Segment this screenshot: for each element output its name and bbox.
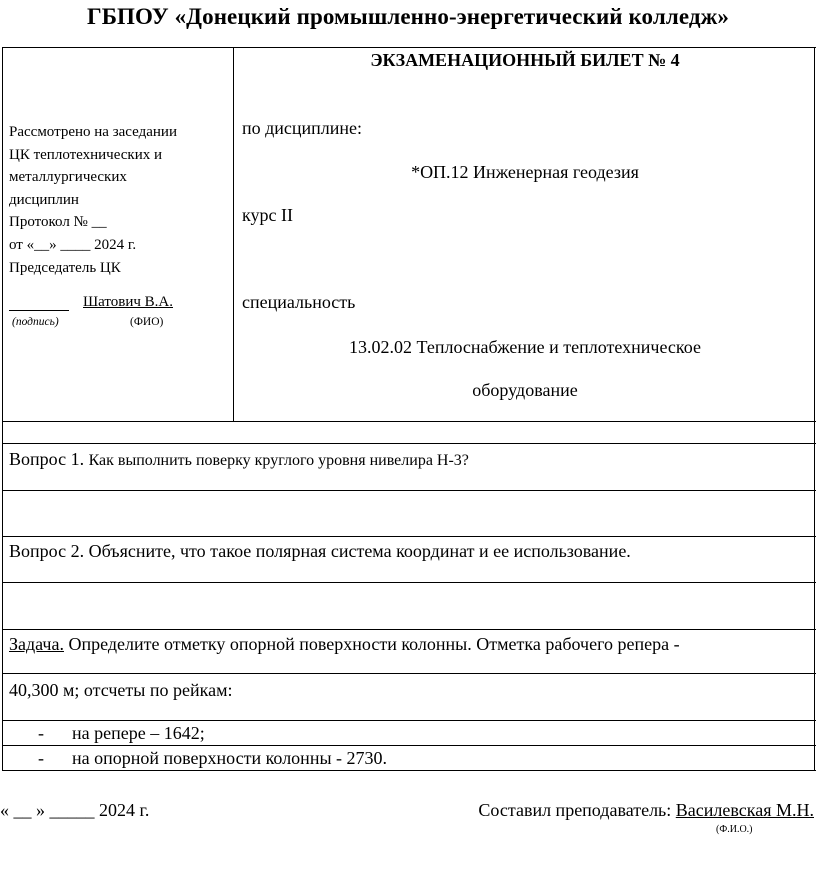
table-divider <box>2 582 816 583</box>
table-divider <box>2 536 816 537</box>
question-1-text: Как выполнить поверку круглого уровня нивелира Н-3? <box>88 452 469 469</box>
table-border-right <box>814 47 815 771</box>
reading-column-surface: на опорной поверхности колонны - 2730. <box>72 748 388 768</box>
chair-name: Шатович В.А. <box>83 294 173 310</box>
task-label: Задача. <box>9 634 64 654</box>
approval-line: металлургических <box>9 169 127 186</box>
specialty-label: специальность <box>242 292 356 312</box>
discipline-label: по дисциплине: <box>242 118 363 138</box>
table-column-divider <box>233 47 234 421</box>
question-1 <box>9 449 469 470</box>
question-2-label: Вопрос 2. <box>9 541 85 561</box>
fio-footer-caption: (Ф.И.О.) <box>716 824 753 835</box>
signature-line <box>9 294 69 311</box>
fio-caption: (ФИО) <box>130 316 164 328</box>
teacher-name: Василевская М.Н. <box>675 800 814 820</box>
table-divider <box>2 745 816 746</box>
task <box>9 634 680 655</box>
table-border-bottom <box>2 770 816 771</box>
task-text-2: 40,300 м; отсчеты по рейкам: <box>9 680 233 700</box>
specialty-line-2: оборудование <box>472 380 578 400</box>
approval-line: от «__» ____ 2024 г. <box>9 236 137 253</box>
approval-block <box>9 121 231 279</box>
compiled-label: Составил преподаватель: <box>478 800 672 820</box>
approval-line: дисциплин <box>9 191 79 208</box>
footer-date: « __ » _____ 2024 г. <box>0 800 150 820</box>
signature-row <box>9 294 173 311</box>
discipline-name: *ОП.12 Инженерная геодезия <box>411 162 639 182</box>
question-1-label: Вопрос 1. <box>9 449 85 469</box>
compiled-by <box>478 800 814 821</box>
approval-line: Протокол № __ <box>9 214 107 231</box>
question-2 <box>9 541 631 562</box>
question-2-text: Объясните, что такое полярная система координат и ее использование. <box>88 541 631 561</box>
task-text-1: Определите отметку опорной поверхности колонны. Отметка рабочего репера - <box>68 634 680 654</box>
table-border-top <box>2 47 816 48</box>
bullet-dash: - <box>38 748 44 768</box>
table-border-left <box>2 47 3 771</box>
table-divider <box>2 629 816 630</box>
table-divider <box>2 443 816 444</box>
specialty-line-1: 13.02.02 Теплоснабжение и теплотехническое <box>349 337 701 357</box>
reading-benchmark: на репере – 1642; <box>72 723 205 743</box>
table-divider <box>2 720 816 721</box>
approval-line: Председатель ЦК <box>9 259 121 276</box>
bullet-dash: - <box>38 723 44 743</box>
ticket-title: ЭКЗАМЕНАЦИОННЫЙ БИЛЕТ № 4 <box>370 50 680 70</box>
signature-caption: (подпись) <box>12 316 59 328</box>
table-divider <box>2 490 816 491</box>
table-divider <box>2 673 816 674</box>
table-divider <box>2 421 816 422</box>
course: курс II <box>242 205 293 225</box>
page-title: ГБПОУ «Донецкий промышленно-энергетический колледж» <box>87 4 729 29</box>
approval-line: ЦК теплотехнических и <box>9 146 163 163</box>
approval-line: Рассмотрено на заседании <box>9 124 177 140</box>
